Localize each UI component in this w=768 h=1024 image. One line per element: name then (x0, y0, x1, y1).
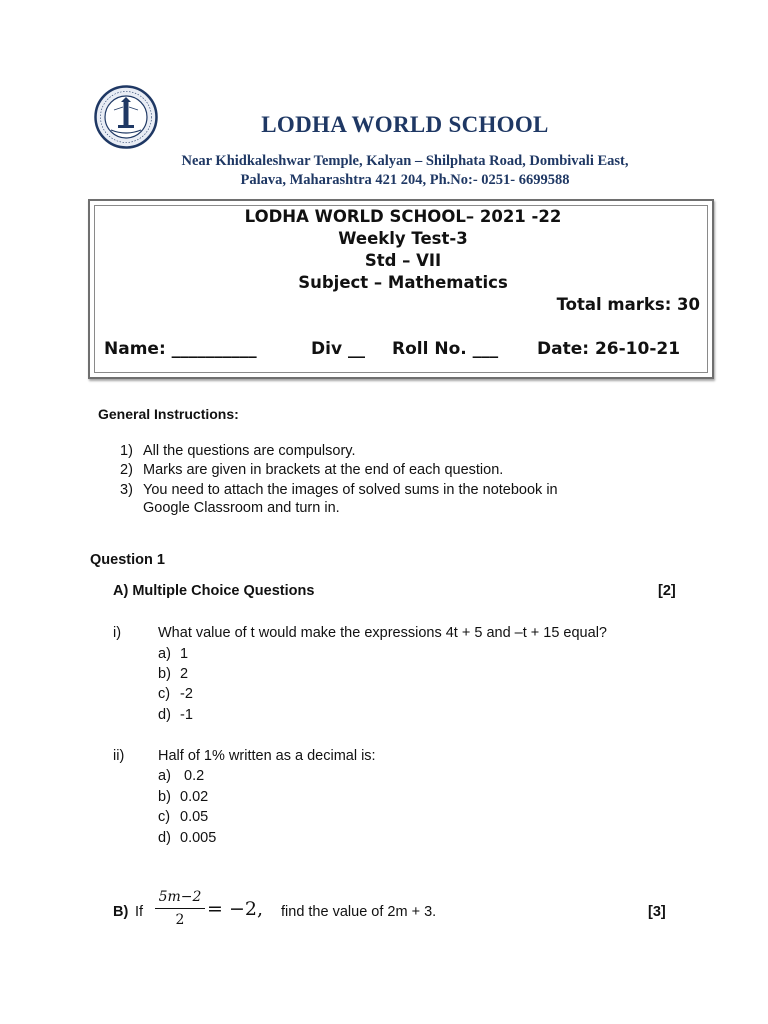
box-school-year: LODHA WORLD SCHOOL– 2021 -22 (244, 207, 562, 226)
section-b-if-text: If (135, 904, 144, 920)
box-test-name: Weekly Test-3 (338, 229, 468, 248)
question-number: ii) (113, 748, 125, 764)
instruction-text: You need to attach the images of solved sums in the notebook in (143, 482, 558, 498)
equals-value: = −2, (207, 898, 264, 920)
option-letter: b) (158, 666, 171, 682)
school-seal-logo (94, 85, 158, 149)
section-b-label: B) (113, 904, 129, 920)
instruction-text: All the questions are compulsory. (143, 443, 356, 459)
answer-option (158, 768, 204, 784)
question-text: What value of t would make the expressions 4t + 5 and –t + 15 equal? (158, 625, 607, 641)
option-text: 0.2 (180, 768, 205, 784)
answer-option (158, 809, 208, 825)
option-letter: a) (158, 768, 171, 784)
instruction-item (120, 482, 558, 498)
option-text: 2 (180, 666, 189, 682)
name-field: Name: __________ (104, 339, 257, 359)
option-letter: a) (158, 646, 171, 662)
box-standard: Std – VII (364, 251, 442, 270)
option-letter: c) (158, 809, 171, 825)
instruction-text-continued: Google Classroom and turn in. (143, 500, 340, 516)
school-title: LODHA WORLD SCHOOL (261, 112, 549, 137)
answer-option (158, 830, 216, 846)
total-marks: Total marks: 30 (556, 295, 700, 314)
mcq-section-heading: A) Multiple Choice Questions (113, 583, 315, 599)
option-text: 0.005 (180, 830, 217, 846)
div-field: Div __ (311, 339, 365, 359)
roll-number-field: Roll No. ___ (392, 339, 499, 359)
section-b-question-text: find the value of 2m + 3. (281, 904, 437, 920)
option-text: 0.05 (180, 809, 209, 825)
fraction-denominator: 2 (175, 912, 185, 928)
instruction-item (120, 462, 503, 478)
question-number: i) (113, 625, 122, 641)
answer-option (158, 646, 188, 662)
instruction-number: 2) (120, 462, 133, 478)
school-address-line-2: Palava, Maharashtra 421 204, Ph.No:- 0251- 6699588 (240, 172, 570, 188)
mcq-marks: [2] (658, 583, 676, 599)
fraction-numerator: 5m−2 (155, 889, 205, 909)
section-b-marks: [3] (648, 904, 666, 920)
option-text: 0.02 (180, 789, 209, 805)
option-text: -1 (180, 707, 193, 723)
answer-option (158, 707, 193, 723)
date-field: Date: 26-10-21 (537, 339, 681, 359)
option-letter: d) (158, 830, 171, 846)
option-letter: b) (158, 789, 171, 805)
fraction-expression (155, 889, 205, 928)
question-text: Half of 1% written as a decimal is: (158, 748, 376, 764)
school-address-line-1: Near Khidkaleshwar Temple, Kalyan – Shilphata Road, Dombivali East, (181, 153, 629, 169)
question-1-heading: Question 1 (90, 552, 165, 568)
instruction-number: 1) (120, 443, 133, 459)
answer-option (158, 686, 193, 702)
instruction-number: 3) (120, 482, 133, 498)
instruction-item (120, 443, 356, 459)
option-letter: d) (158, 707, 171, 723)
option-letter: c) (158, 686, 171, 702)
instructions-heading: General Instructions: (98, 406, 239, 422)
answer-option (158, 789, 208, 805)
box-subject: Subject – Mathematics (298, 273, 508, 292)
option-text: 1 (180, 646, 189, 662)
option-text: -2 (180, 686, 193, 702)
instruction-text: Marks are given in brackets at the end of each question. (143, 462, 504, 478)
answer-option (158, 666, 188, 682)
